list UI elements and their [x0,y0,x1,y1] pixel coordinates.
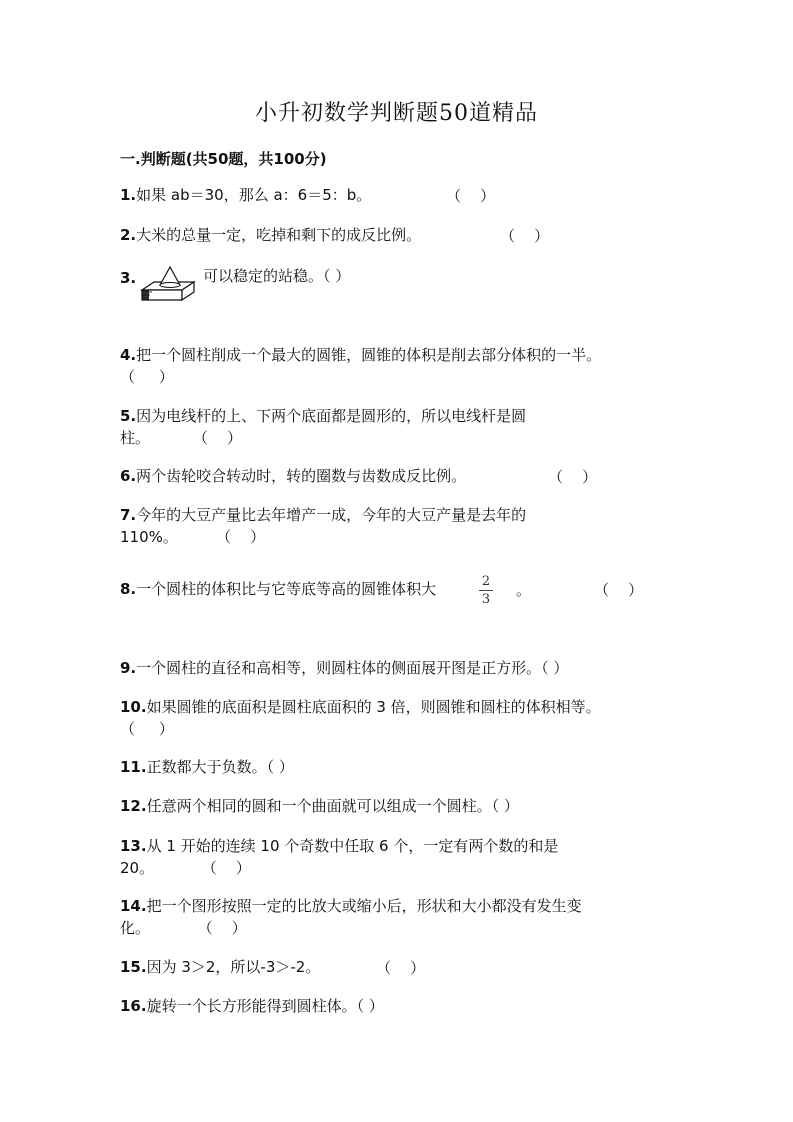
question-2 [120,225,421,246]
question-9 [120,658,568,679]
question-number: 14. [120,897,147,915]
question-8 [120,579,436,600]
question-5 [120,406,526,427]
answer-blank: （ ） [548,468,598,486]
answer-blank: （ ） [120,720,174,738]
question-10 [120,697,601,718]
question-number: 15. [120,958,147,976]
question-15 [120,957,320,978]
question-1 [120,185,371,206]
question-number: 2. [120,226,137,244]
question-continuation: 柱。 （ ） [120,429,242,447]
answer-blank: （ ） [500,227,550,245]
question-3 [120,268,136,289]
question-text: 一个圆柱的直径和高相等，则圆柱体的侧面展开图是正方形。（ ） [136,659,569,677]
question-text: 大米的总量一定，吃掉和剩下的成反比例。 [136,226,422,244]
question-text: 正数都大于负数。（ ） [146,758,294,776]
question-4 [120,345,601,366]
question-number: 5. [120,407,137,425]
question-text: 两个齿轮咬合转动时，转的圈数与齿数成反比例。 [136,467,467,485]
question-text: 旋转一个长方形能得到圆柱体。（ ） [146,997,384,1015]
question-6 [120,466,466,487]
question-text: 如果圆锥的底面积是圆柱底面积的 3 倍，则圆锥和圆柱的体积相等。 [146,698,601,716]
question-number: 11. [120,758,147,776]
question-number: 6. [120,467,137,485]
question-number: 9. [120,659,137,677]
fraction-denominator: 3 [481,592,491,607]
cone-on-box-figure [140,264,196,306]
answer-blank: （ ） [120,368,174,386]
document-title: 小升初数学判断题50道精品 [255,101,538,126]
question-text: 把一个图形按照一定的比放大或缩小后，形状和大小都没有发生变 [146,897,582,915]
question-continuation: 20。 （ ） [120,859,251,877]
answer-blank: （ ） [446,187,496,205]
question-text: 从 1 开始的连续 10 个奇数中任取 6 个，一定有两个数的和是 [146,837,559,855]
question-text: 任意两个相同的圆和一个曲面就可以组成一个圆柱。（ ） [146,797,519,815]
question-text: 如果 ab＝30，那么 a：6＝5：b。 [136,186,372,204]
question-12 [120,796,519,817]
fraction-bar [479,590,493,591]
fraction-numerator: 2 [481,574,491,589]
question-14 [120,896,582,917]
question-text: 因为电线杆的上、下两个底面都是圆形的，所以电线杆是圆 [136,407,527,425]
question-continuation: 110%。 （ ） [120,528,266,546]
section-heading: 一.判断题(共50题，共100分) [120,150,327,168]
answer-blank: （ ） [376,959,426,977]
question-3-text [203,266,350,287]
answer-blank: （ ） [594,581,644,599]
question-text: 因为 3＞2，所以-3＞-2。 [146,958,321,976]
question-number: 12. [120,797,147,815]
question-number: 7. [120,506,137,524]
question-number: 8. [120,580,137,598]
question-text: 一个圆柱的体积比与它等底等高的圆锥体积大 [136,580,437,598]
question-end-punctuation: 。 [516,581,532,599]
question-number: 4. [120,346,137,364]
question-number: 16. [120,997,147,1015]
question-number: 3. [120,269,137,287]
question-7 [120,505,526,526]
question-number: 10. [120,698,147,716]
question-text: 可以稳定的站稳。（ ） [203,267,351,285]
question-16 [120,996,384,1017]
question-13 [120,836,558,857]
fraction [478,574,494,607]
question-number: 13. [120,837,147,855]
question-number: 1. [120,186,137,204]
question-text: 今年的大豆产量比去年增产一成，今年的大豆产量是去年的 [136,506,527,524]
question-continuation: 化。 （ ） [120,919,247,937]
question-11 [120,757,294,778]
question-text: 把一个圆柱削成一个最大的圆锥，圆锥的体积是削去部分体积的一半。 [136,346,602,364]
